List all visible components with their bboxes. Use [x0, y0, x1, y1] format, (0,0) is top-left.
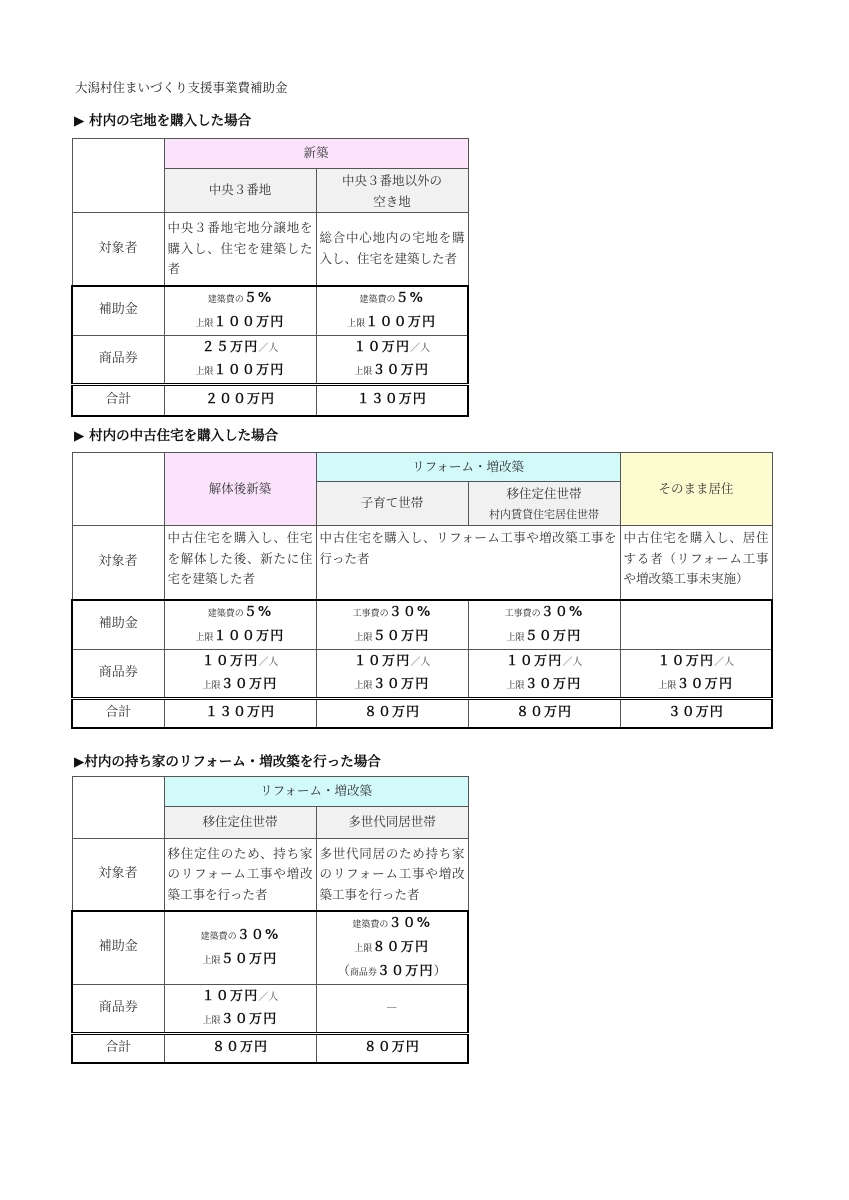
voucher-unit: ／人: [258, 342, 279, 354]
row-label-total: 合計: [72, 384, 164, 416]
voucher-cell: [468, 649, 620, 698]
rate-prefix: 工事費の: [504, 608, 541, 619]
rate-value: ３０%: [540, 604, 584, 620]
rate-value: ３０%: [388, 604, 432, 620]
target-cell: 中央３番地宅地分譲地を購入し、住宅を建築した者: [164, 213, 316, 286]
subsidy-cell-empty: [620, 600, 772, 650]
cap-prefix: 上限: [202, 955, 221, 966]
voucher-cell: [316, 649, 468, 698]
voucher-amount-line: [168, 985, 313, 1008]
table-row-subsidy: [72, 286, 468, 336]
rate-value: ５%: [243, 604, 273, 620]
voucher-cell: [164, 649, 316, 698]
rate-prefix: 建築費の: [352, 919, 389, 930]
note-close-paren: ）: [433, 962, 447, 978]
cap-prefix: 上限: [658, 680, 677, 691]
cap-prefix: 上限: [195, 632, 214, 643]
voucher-unit: ／人: [562, 656, 583, 668]
table-row-subsidy: [72, 911, 468, 985]
table-used-house-purchase: [71, 452, 773, 729]
total-cell: ８０万円: [164, 1033, 316, 1063]
section-heading-own-house-reform: ▶村内の持ち家のリフォーム・増改築を行った場合: [74, 754, 381, 770]
table-row-total: [72, 1033, 468, 1063]
voucher-unit: ／人: [410, 656, 431, 668]
voucher-cell: [620, 649, 772, 698]
total-cell: １３０万円: [316, 384, 468, 416]
voucher-cap: [168, 359, 313, 383]
header-row: [72, 139, 468, 169]
voucher-unit: ／人: [410, 342, 431, 354]
subsidy-cell: [316, 286, 468, 336]
cap-prefix: 上限: [506, 680, 525, 691]
voucher-cap: [472, 673, 617, 697]
cap-value: ８０万円: [372, 939, 430, 955]
table-own-house-reform: [71, 776, 469, 1064]
group-header-reform: リフォーム・増改築: [316, 453, 620, 482]
subsidy-cell: [316, 600, 468, 650]
column-header-migrant: [468, 482, 620, 526]
target-cell: 中古住宅を購入し、住宅を解体した後、新たに住宅を建築した者: [164, 526, 316, 600]
voucher-cell: [316, 335, 468, 384]
cap-prefix: 上限: [354, 680, 373, 691]
cap-prefix: 上限: [195, 366, 214, 377]
subsidy-cell: [164, 286, 316, 336]
corner-cell: [72, 139, 164, 213]
subsidy-cap: [168, 948, 313, 972]
voucher-amount: １０万円: [353, 339, 411, 355]
table-row-target: [72, 526, 772, 600]
cap-value: ３０万円: [524, 676, 582, 692]
voucher-cell-none: －: [316, 984, 468, 1033]
row-label-subsidy: 補助金: [72, 286, 164, 336]
voucher-amount: １０万円: [353, 653, 411, 669]
cap-value: １００万円: [213, 314, 285, 330]
cap-prefix: 上限: [195, 318, 214, 329]
subsidy-cap: [320, 311, 465, 335]
cap-value: １００万円: [213, 628, 285, 644]
document-title: 大潟村住まいづくり支援事業費補助金: [75, 80, 288, 95]
cap-value: ５０万円: [372, 628, 430, 644]
subsidy-rate: [320, 601, 465, 625]
group-header-new-build: 新築: [164, 139, 468, 169]
voucher-cap: [168, 1008, 313, 1032]
target-cell: 多世代同居のため持ち家のリフォーム工事や増改築工事を行った者: [316, 839, 468, 911]
rate-prefix: 建築費の: [207, 608, 244, 619]
voucher-amount-line: [472, 650, 617, 673]
total-cell: ８０万円: [468, 698, 620, 728]
row-label-voucher: 商品券: [72, 649, 164, 698]
section-heading-used-house-purchase: ▶ 村内の中古住宅を購入した場合: [74, 428, 279, 444]
cap-prefix: 上限: [347, 318, 366, 329]
cap-prefix: 上限: [202, 1015, 221, 1026]
table-row-voucher: [72, 335, 468, 384]
target-cell: 移住定住のため、持ち家のリフォーム工事や増改築工事を行った者: [164, 839, 316, 911]
note-value: ３０万円: [376, 963, 434, 979]
rate-prefix: 建築費の: [200, 931, 237, 942]
row-label-total: 合計: [72, 698, 164, 728]
rate-prefix: 建築費の: [207, 294, 244, 305]
subsidy-rate: [168, 601, 313, 625]
voucher-amount-line: [624, 650, 769, 673]
subsidy-cell: [468, 600, 620, 650]
voucher-cap: [168, 673, 313, 697]
corner-cell: [72, 453, 164, 526]
table-row-target: [72, 839, 468, 911]
cap-value: ３０万円: [676, 676, 734, 692]
column-header-central-3: 中央３番地: [164, 169, 316, 213]
row-label-subsidy: 補助金: [72, 600, 164, 650]
target-cell: 中古住宅を購入し、リフォーム工事や増改築工事を行った者: [316, 526, 620, 600]
table-row-voucher: [72, 984, 468, 1033]
voucher-cell: [164, 335, 316, 384]
subsidy-cap: [168, 625, 313, 649]
note-open-paren: （: [337, 962, 350, 978]
subsidy-cap: [320, 936, 465, 960]
column-header-child-rearing: 子育て世帯: [316, 482, 468, 526]
row-label-subsidy: 補助金: [72, 911, 164, 985]
row-label-target: 対象者: [72, 526, 164, 600]
rate-value: ３０%: [236, 927, 280, 943]
voucher-amount-line: [320, 336, 465, 359]
note-prefix: 商品券: [349, 967, 377, 978]
cap-prefix: 上限: [354, 632, 373, 643]
total-cell: ８０万円: [316, 698, 468, 728]
total-cell: ２００万円: [164, 384, 316, 416]
rate-value: ３０%: [388, 915, 432, 931]
column-header-migrant-sub: 村内賃貸住宅居住世帯: [489, 507, 599, 521]
row-label-target: 対象者: [72, 213, 164, 286]
voucher-amount-line: [320, 650, 465, 673]
subsidy-cap: [472, 625, 617, 649]
cap-value: ５０万円: [524, 628, 582, 644]
voucher-cap: [320, 359, 465, 383]
cap-value: １００万円: [213, 362, 285, 378]
subsidy-cap: [320, 625, 465, 649]
section-heading-lot-purchase: ▶ 村内の宅地を購入した場合: [74, 113, 252, 129]
subsidy-rate: [320, 287, 465, 311]
voucher-amount: １０万円: [201, 988, 259, 1004]
voucher-unit: ／人: [714, 656, 735, 668]
header-row: [72, 453, 772, 482]
subsidy-rate: [472, 601, 617, 625]
total-cell: ８０万円: [316, 1033, 468, 1063]
subsidy-cell: [164, 600, 316, 650]
cap-value: ３０万円: [220, 1011, 278, 1027]
table-lot-purchase: [71, 138, 469, 417]
voucher-unit: ／人: [258, 656, 279, 668]
subsidy-cell: [164, 911, 316, 985]
voucher-amount: １０万円: [505, 653, 563, 669]
voucher-amount: ２５万円: [201, 339, 259, 355]
subsidy-cap: [168, 311, 313, 335]
total-cell: １３０万円: [164, 698, 316, 728]
voucher-cell: [164, 984, 316, 1033]
table-row-target: [72, 213, 468, 286]
header-row: [72, 777, 468, 807]
rate-value: ５%: [243, 290, 273, 306]
column-header-multigenerational: 多世代同居世帯: [316, 807, 468, 839]
table-row-subsidy: [72, 600, 772, 650]
voucher-note: [320, 960, 465, 984]
group-header-as-is: そのまま居住: [620, 453, 772, 526]
voucher-amount-line: [168, 336, 313, 359]
row-label-total: 合計: [72, 1033, 164, 1063]
cap-prefix: 上限: [202, 680, 221, 691]
rate-prefix: 工事費の: [352, 608, 389, 619]
row-label-target: 対象者: [72, 839, 164, 911]
voucher-cap: [320, 673, 465, 697]
rate-prefix: 建築費の: [359, 294, 396, 305]
cap-value: １００万円: [365, 314, 437, 330]
total-cell: ３０万円: [620, 698, 772, 728]
cap-value: ３０万円: [220, 676, 278, 692]
group-header-reform: リフォーム・増改築: [164, 777, 468, 807]
table-row-total: [72, 384, 468, 416]
voucher-amount: １０万円: [201, 653, 259, 669]
row-label-voucher: 商品券: [72, 984, 164, 1033]
subsidy-rate: [168, 287, 313, 311]
group-header-rebuild: 解体後新築: [164, 453, 316, 526]
column-header-migrant: 移住定住世帯: [164, 807, 316, 839]
cap-prefix: 上限: [506, 632, 525, 643]
cap-prefix: 上限: [354, 366, 373, 377]
target-cell: 総合中心地内の宅地を購入し、住宅を建築した者: [316, 213, 468, 286]
subsidy-cell: [316, 911, 468, 985]
column-header-other-vacant-lot: 中央３番地以外の 空き地: [316, 169, 468, 213]
subsidy-rate: [168, 924, 313, 948]
row-label-voucher: 商品券: [72, 335, 164, 384]
column-header-migrant-name: 移住定住世帯: [506, 485, 582, 501]
cap-value: ５０万円: [220, 951, 278, 967]
voucher-amount: １０万円: [657, 653, 715, 669]
voucher-unit: ／人: [258, 991, 279, 1003]
cap-value: ３０万円: [372, 362, 430, 378]
corner-cell: [72, 777, 164, 839]
voucher-amount-line: [168, 650, 313, 673]
rate-value: ５%: [395, 290, 424, 306]
table-row-total: [72, 698, 772, 728]
cap-prefix: 上限: [354, 943, 373, 954]
voucher-cap: [624, 673, 769, 697]
cap-value: ３０万円: [372, 676, 430, 692]
subsidy-rate: [320, 912, 465, 936]
table-row-voucher: [72, 649, 772, 698]
target-cell: 中古住宅を購入し、居住する者（リフォーム工事や増改築工事未実施）: [620, 526, 772, 600]
